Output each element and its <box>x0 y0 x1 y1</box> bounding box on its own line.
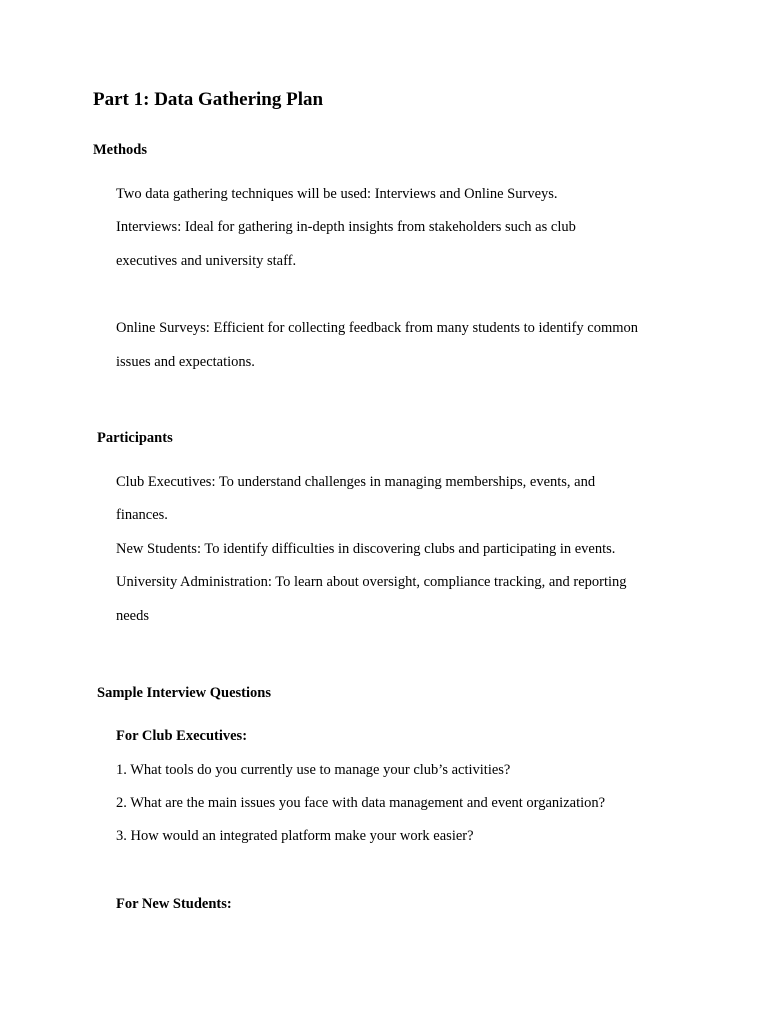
sample-questions-heading: Sample Interview Questions <box>97 685 271 701</box>
methods-heading: Methods <box>93 142 147 158</box>
participants-line: finances. <box>116 507 168 523</box>
participants-line: New Students: To identify difficulties in discovering clubs and participating in events. <box>116 541 616 557</box>
new-students-subheading: For New Students: <box>116 896 232 912</box>
club-executives-subheading: For Club Executives: <box>116 728 248 744</box>
participants-heading: Participants <box>97 430 173 446</box>
methods-line: Online Surveys: Efficient for collecting feedback from many students to identify common <box>116 320 638 336</box>
document-title: Part 1: Data Gathering Plan <box>93 89 324 110</box>
methods-line: Two data gathering techniques will be used: Interviews and Online Surveys. <box>116 186 558 202</box>
question-item: 3. How would an integrated platform make your work easier? <box>116 828 474 844</box>
methods-line: issues and expectations. <box>116 354 255 370</box>
methods-line: Interviews: Ideal for gathering in-depth insights from stakeholders such as club <box>116 219 576 235</box>
participants-line: needs <box>116 608 150 624</box>
participants-line: University Administration: To learn about oversight, compliance tracking, and reporting <box>116 574 627 590</box>
participants-line: Club Executives: To understand challenges in managing memberships, events, and <box>116 474 596 490</box>
question-item: 1. What tools do you currently use to manage your club’s activities? <box>116 762 511 778</box>
methods-line: executives and university staff. <box>116 253 297 269</box>
question-item: 2. What are the main issues you face with data management and event organization? <box>116 795 606 811</box>
